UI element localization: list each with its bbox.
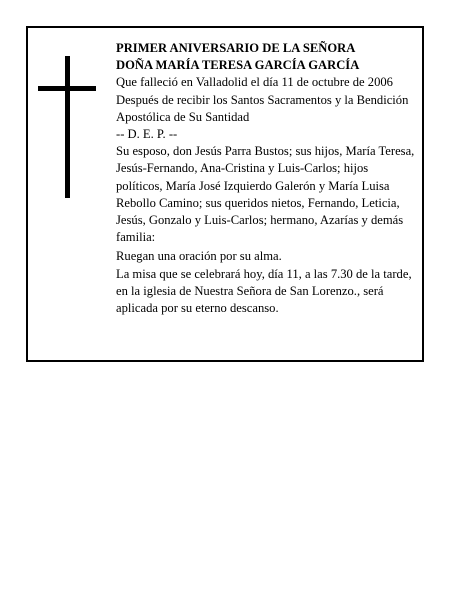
cross-vertical-bar (65, 56, 70, 198)
cross-icon (38, 56, 96, 198)
cross-horizontal-bar (38, 86, 96, 91)
prayer-text: Ruegan una oración por su alma. (116, 249, 282, 264)
notice-text (116, 40, 416, 317)
sacraments-text: Después de recibir los Santos Sacramentos y la Bendición Apostólica de Su Santidad (116, 92, 409, 124)
notice-heading-line1: PRIMER ANIVERSARIO DE LA SEÑORA (116, 41, 356, 55)
obituary-notice (26, 26, 424, 362)
family-text: Su esposo, don Jesús Parra Bustos; sus hijos, María Teresa, Jesús-Fernando, Ana-Cristina y Luis-Carlos; hijos políticos, María José Izquierdo Galerón y María Luisa Rebollo Camino; sus queridos nietos, Fernando, Leticia, Jesús, Gonzalo y Luis-Carlos; hermano, Azarías y demás familia: (116, 144, 415, 245)
rip-text: -- D. E. P. -- (116, 127, 178, 142)
mass-text: La misa que se celebrará hoy, día 11, a las 7.30 de la tarde, en la iglesia de Nuestra Señora de San Lorenzo., será aplicada por su eterno descanso. (116, 266, 412, 316)
notice-heading-line2: DOÑA MARÍA TERESA GARCÍA GARCÍA (116, 58, 360, 73)
death-info: Que falleció en Valladolid el día 11 de octubre de 2006 (116, 75, 393, 90)
